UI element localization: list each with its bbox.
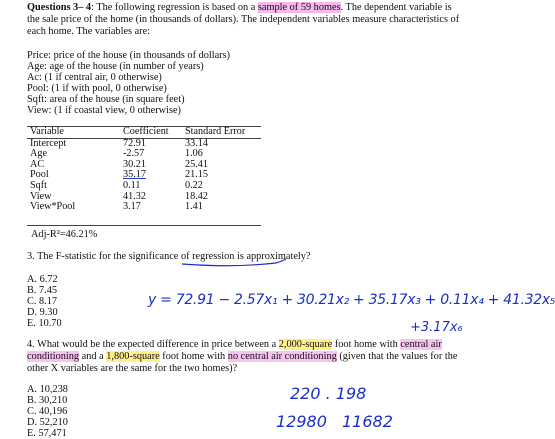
table-row: Sqft 0.11 0.22: [30, 179, 203, 191]
table-row: View 41.32 18.42: [30, 190, 208, 202]
table-row: AC 30.21 25.41: [30, 158, 208, 170]
header-variable: Variable: [27, 127, 120, 139]
question-4-line-2: conditioning and a 1,800-square foot home with no central air conditioning (given that the values for the: [27, 351, 458, 362]
q3-option-c: C. 8.17: [27, 296, 58, 307]
table-row: Age -2.57 1.06: [30, 148, 203, 160]
significance-phrase: significance of regression: [128, 251, 235, 262]
q4-option-c: C. 40,196: [27, 406, 68, 417]
header-coefficient: Coefficient: [120, 127, 182, 139]
q3-option-b: B. 7.45: [27, 285, 58, 296]
highlight-conditioning: conditioning: [27, 351, 80, 362]
highlight-no-central-air: no central air conditioning: [227, 351, 337, 362]
variable-def-pool: Pool: (1 if with pool, 0 otherwise): [27, 83, 167, 94]
highlight-sample-size: sample of 59 homes: [257, 2, 341, 13]
question-4-line-3: other X variables are the same for the two homes)?: [27, 363, 238, 374]
intro-line-1: Questions 3– 4: The following regression is based on a sample of 59 homes. The dependent variable is: [27, 2, 452, 13]
highlight-1800-sqft: 1,800-square: [106, 351, 160, 362]
handwritten-equation: y = 72.91 − 2.57x₁ + 30.21x₂ + 35.17x₃ + 0.11x₄ + 41.32x₅: [148, 292, 555, 308]
q3-option-a: A. 6.72: [27, 274, 58, 285]
question-range-label: Questions 3– 4: [27, 2, 92, 13]
q4-option-a: A. 10,238: [27, 384, 68, 395]
variable-def-age: Age: age of the house (in number of years): [27, 61, 204, 72]
handwritten-equation-tail: +3.17x₆: [410, 320, 463, 335]
pool-coefficient-underlined: 35.17: [123, 169, 146, 181]
handwritten-underline: [180, 258, 290, 268]
header-standard-error: Standard Error: [182, 127, 261, 139]
question-4-line-1: 4. What would be the expected difference in price between a 2,000-square foot home with central air: [27, 339, 442, 350]
q3-option-d: D. 9.30: [27, 307, 58, 318]
adj-r-squared: Adj-R²=46.21%: [31, 229, 98, 240]
highlight-2000-sqft: 2,000-square: [278, 339, 333, 350]
variable-def-sqft: Sqft: area of the house (in square feet): [27, 94, 185, 105]
q4-option-b: B. 30,210: [27, 395, 68, 406]
intro-line-3: each home. The variables are:: [27, 26, 151, 37]
variable-def-ac: Ac: (1 if central air, 0 otherwise): [27, 72, 162, 83]
q4-option-d: D. 52,210: [27, 417, 68, 428]
table-row: View*Pool 3.17 1.41: [27, 202, 261, 225]
table-row: Intercept 72.91 33.14: [30, 137, 208, 149]
variable-def-price: Price: price of the house (in thousands of dollars): [27, 50, 231, 61]
table-header-row: [27, 127, 261, 139]
handwritten-note-1: 220 . 198: [290, 384, 367, 403]
intro-line-2: the sale price of the home (in thousands of dollars). The independent variables measure characteristics of: [27, 14, 460, 25]
handwritten-note-3: 11682: [342, 412, 393, 431]
variable-def-view: View: (1 if coastal view, 0 otherwise): [27, 105, 181, 116]
highlight-central-air: central air: [400, 339, 442, 350]
regression-table: [27, 126, 261, 226]
q4-option-e: E. 57,471: [27, 428, 67, 439]
handwritten-note-2: 12980: [276, 412, 327, 431]
q3-option-e: E. 10.70: [27, 318, 62, 329]
question-3-stem: 3. The F-statistic for the significance of regression is approximately?: [27, 251, 311, 262]
table-row: Pool 35.17 21.15: [30, 169, 208, 181]
